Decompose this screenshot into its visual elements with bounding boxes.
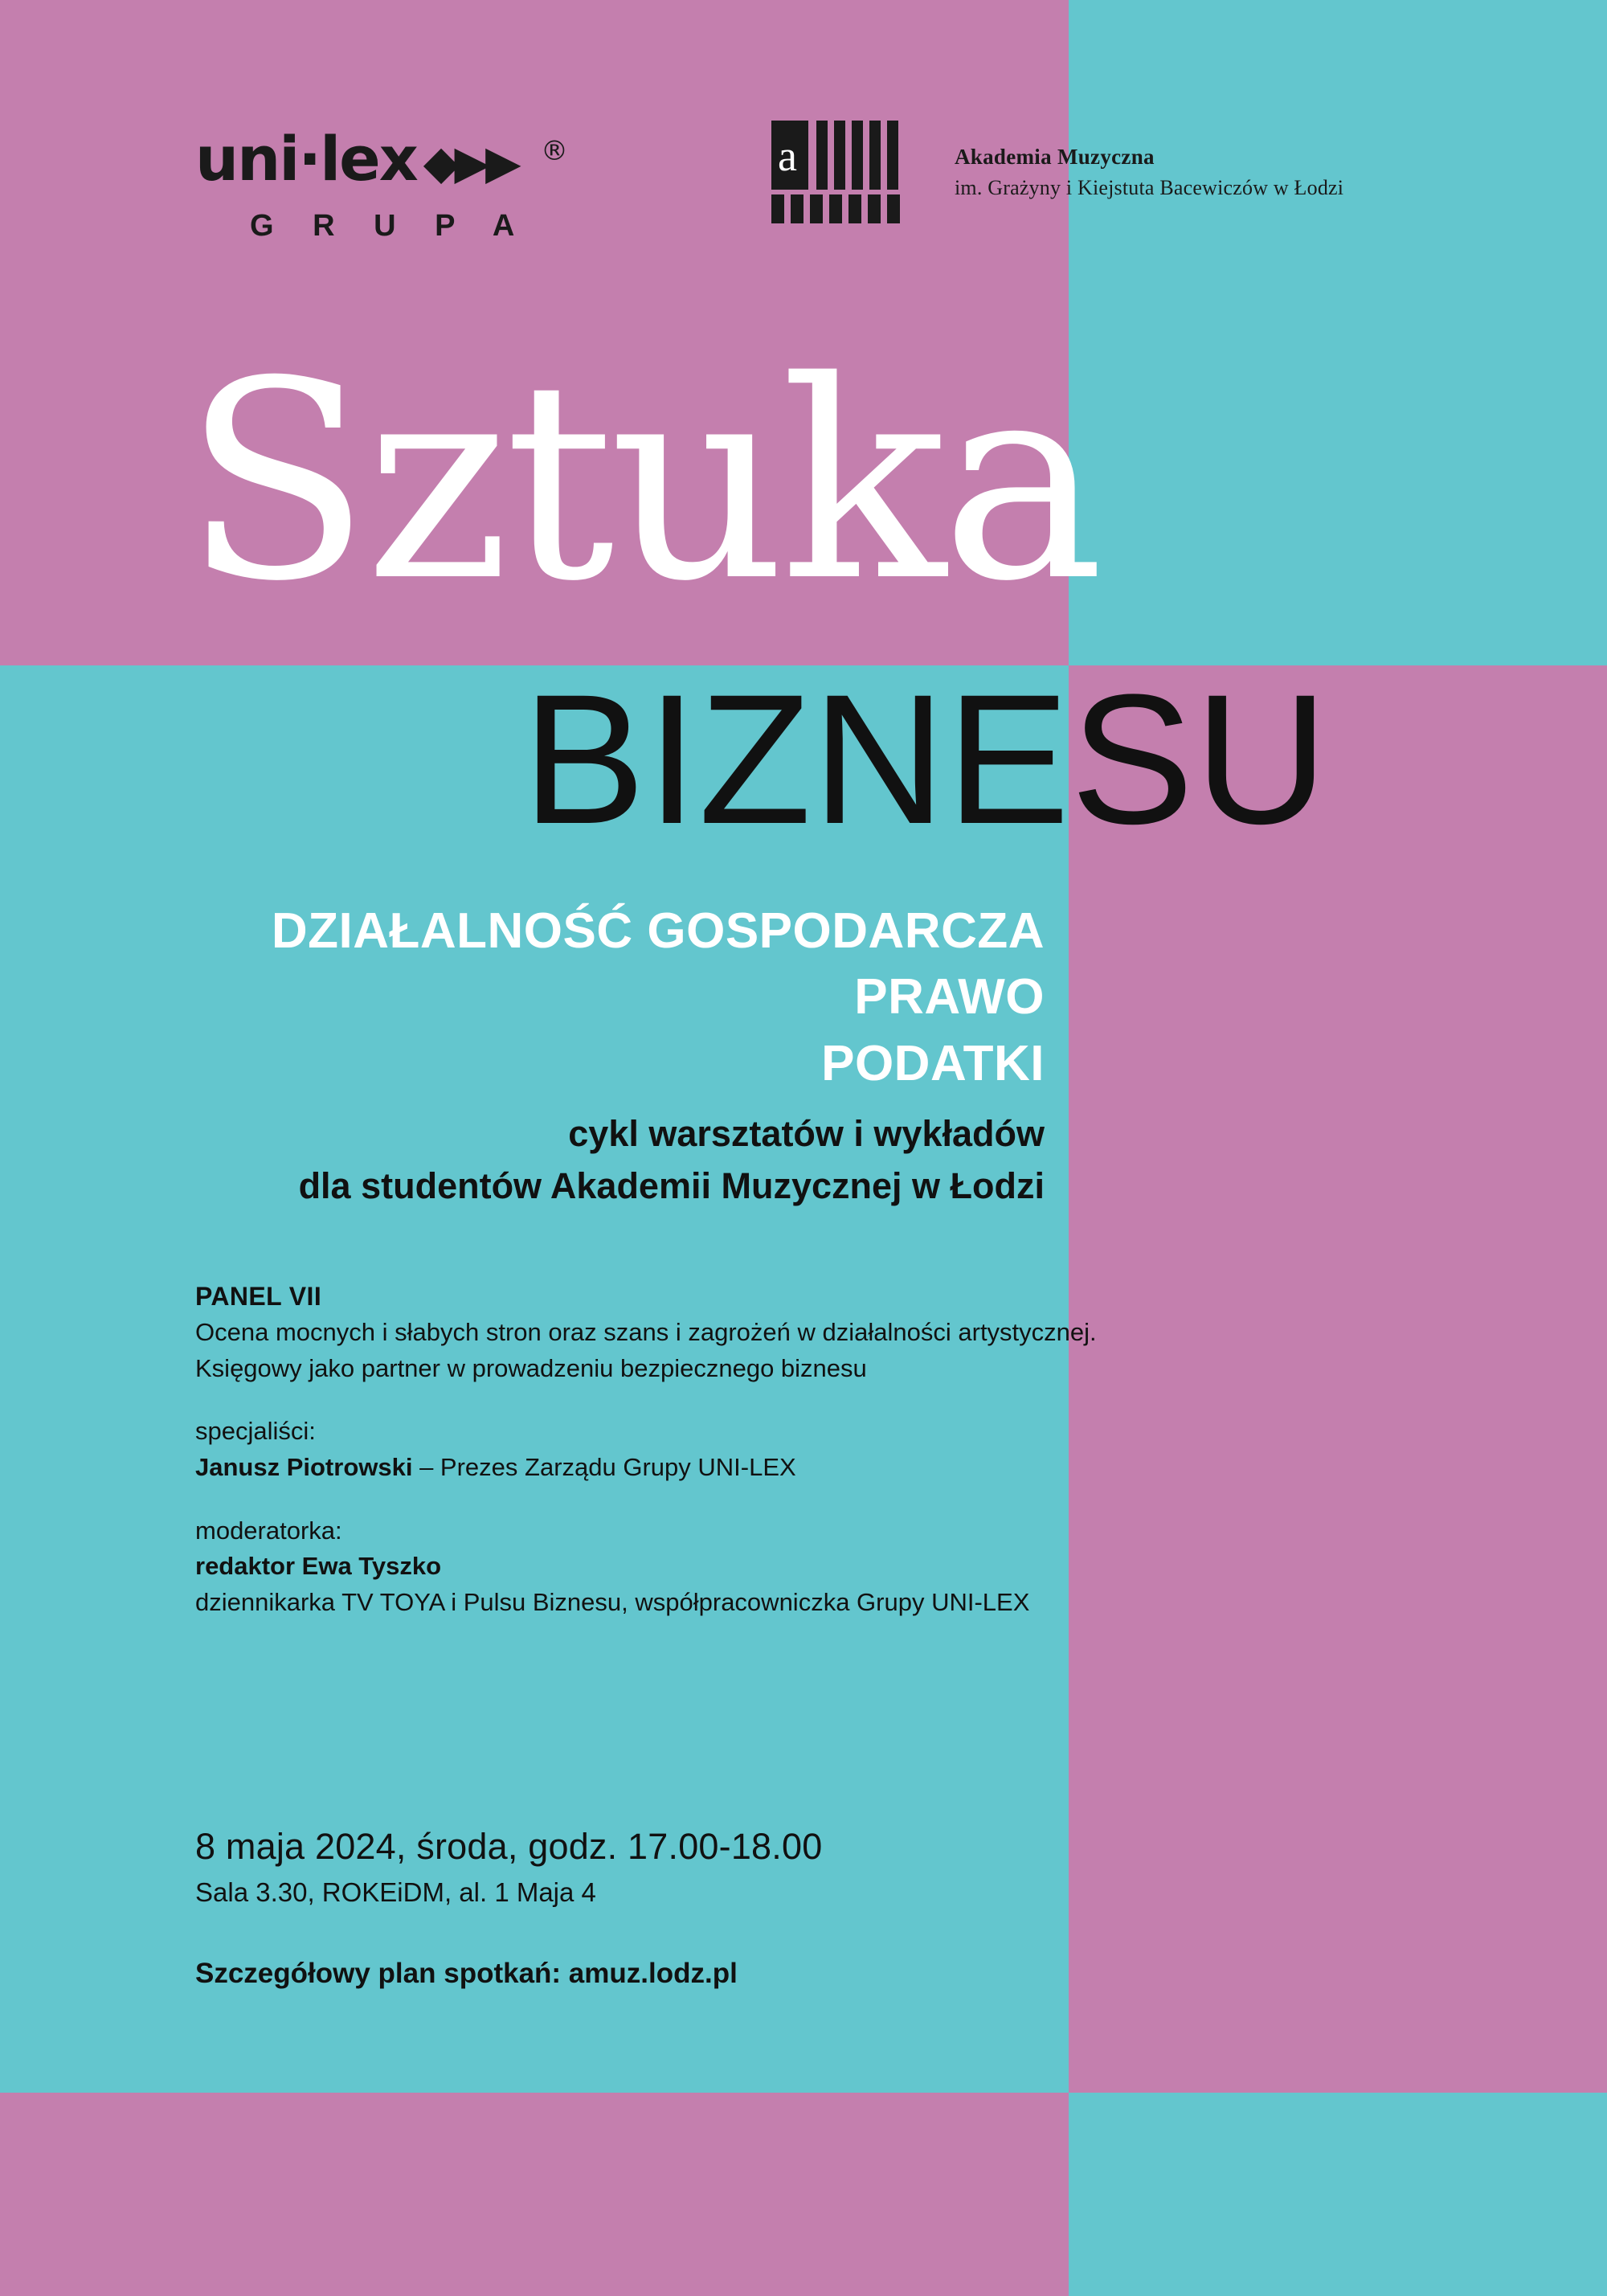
unilex-subtitle: G R U P A (250, 209, 530, 243)
panel-description-line1: Ocena mocnych i słabych stron oraz szans i zagrożeń w działalności artystycznej. (195, 1318, 1097, 1347)
specialist-name: Janusz Piotrowski (195, 1452, 413, 1481)
event-date: 8 maja 2024, środa, godz. 17.00-18.00 (195, 1826, 823, 1867)
moderator-name: redaktor Ewa Tyszko (195, 1552, 442, 1581)
diamond-arrow-icon: ◆▶▶ (423, 135, 517, 190)
moderator-label: moderatorka: (195, 1516, 342, 1545)
specialist-role: – Prezes Zarządu Grupy UNI-LEX (412, 1452, 796, 1481)
unilex-wordmark-text: uni·lex (195, 123, 417, 194)
subtitle-line1: DZIAŁALNOŚĆ GOSPODARCZA (271, 903, 1045, 959)
svg-text:a: a (778, 132, 797, 180)
specialists-label: specjaliści: (195, 1417, 316, 1446)
event-footer (195, 1824, 1320, 1990)
lede-line2: dla studentów Akademii Muzycznej w Łodzi (298, 1165, 1045, 1207)
am-piano-keys-icon (771, 121, 936, 223)
panel-details (195, 1278, 1344, 1620)
akademia-name-line1: Akademia Muzyczna (955, 145, 1155, 169)
poster-lede (0, 1107, 1045, 1213)
akademia-muzyczna-text (955, 141, 1343, 203)
poster-subtitle (0, 898, 1045, 1097)
event-venue: Sala 3.30, ROKEiDM, al. 1 Maja 4 (195, 1877, 596, 1908)
akademia-muzyczna-logo (771, 121, 1374, 233)
unilex-wordmark (195, 123, 573, 194)
specialist-entry (195, 1450, 1344, 1486)
poster-title-line1: Sztuka (183, 323, 1100, 641)
subtitle-line3: PODATKI (821, 1035, 1045, 1091)
subtitle-line2: PRAWO (854, 969, 1045, 1025)
registered-trademark-icon: ® (541, 135, 568, 167)
panel-heading: PANEL VII (195, 1282, 322, 1311)
akademia-name-line2: im. Grażyny i Kiejstuta Bacewiczów w Łodzi (955, 176, 1344, 200)
poster-title-line2: BIZNESU (522, 656, 1329, 862)
event-plan-link[interactable]: Szczegółowy plan spotkań: amuz.lodz.pl (195, 1958, 738, 1990)
lede-line1: cykl warsztatów i wykładów (568, 1113, 1045, 1154)
panel-description-line2: Księgowy jako partner w prowadzeniu bezpiecznego biznesu (195, 1353, 867, 1382)
moderator-role: dziennikarka TV TOYA i Pulsu Biznesu, współpracowniczka Grupy UNI-LEX (195, 1587, 1030, 1616)
unilex-logo (195, 123, 573, 257)
